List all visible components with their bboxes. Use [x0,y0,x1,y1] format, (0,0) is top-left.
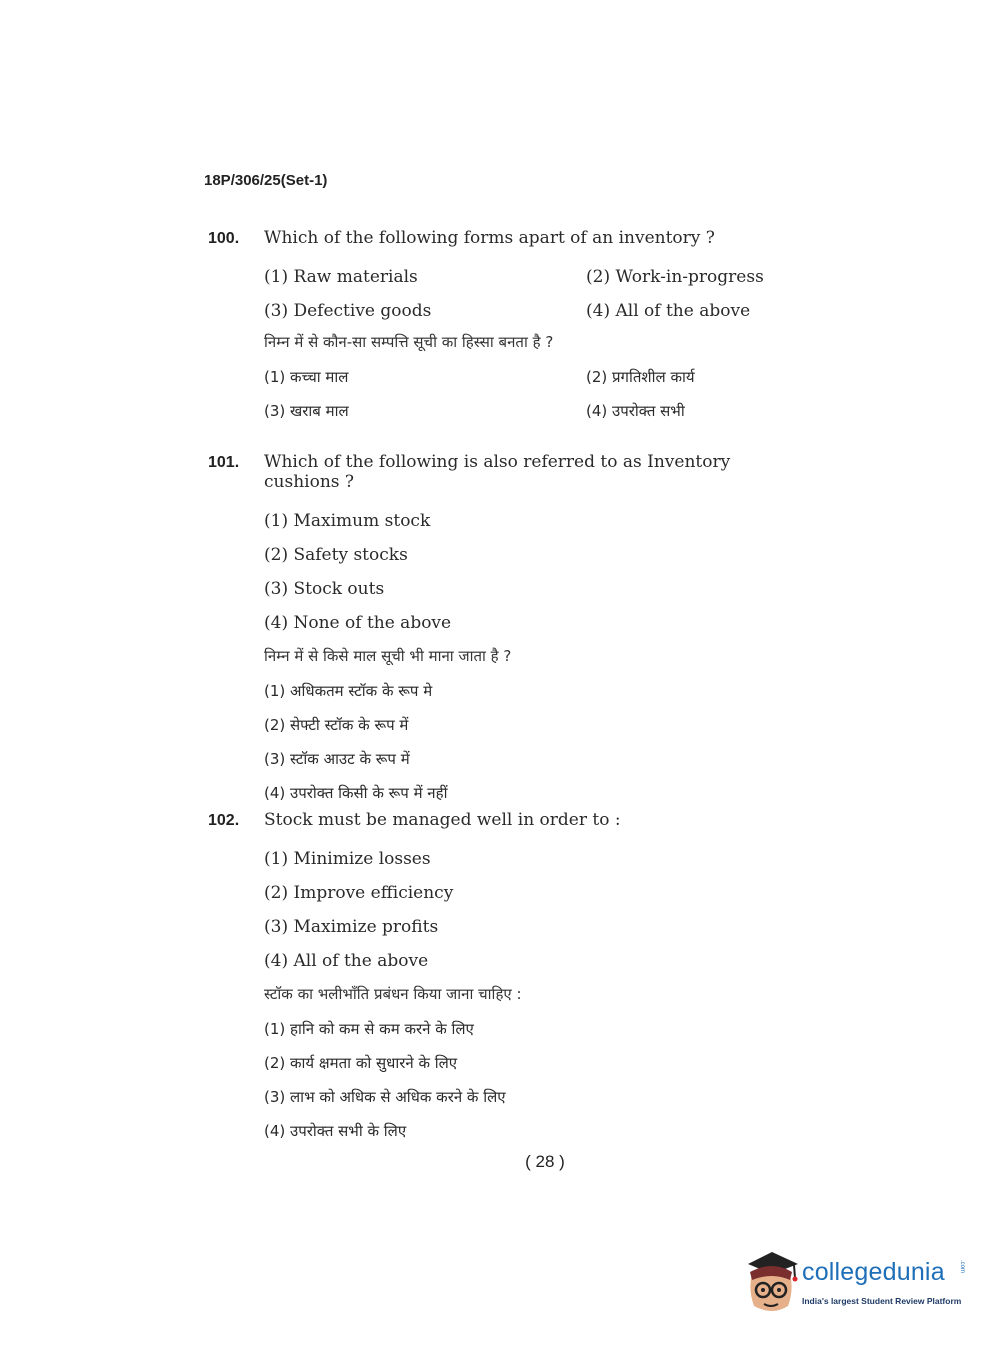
option-hi-3: (3) खराब माल [264,402,349,420]
option-en-4: (4) None of the above [264,613,452,633]
question-text-en: Which of the following forms apart of an inventory ? [264,228,715,248]
collegedunia-logo [742,1250,974,1320]
option-hi-4: (4) उपरोक्त किसी के रूप में नहीं [264,784,448,802]
option-en-3: (3) Maximize profits [264,917,439,937]
question-text-hi: निम्न में से किसे माल सूची भी माना जाता है ? [264,647,512,665]
option-hi-2: (2) कार्य क्षमता को सुधारने के लिए [264,1054,458,1072]
brand-tagline: India's largest Student Review Platform [802,1296,962,1306]
option-en-2: (2) Safety stocks [264,545,408,565]
option-hi-3: (3) लाभ को अधिक से अधिक करने के लिए [264,1088,506,1106]
option-hi-1: (1) हानि को कम से कम करने के लिए [264,1020,474,1038]
question-text-en: Which of the following is also referred to as Inventory cushions ? [264,452,731,492]
question-101 [208,452,808,810]
option-en-2: (2) Work-in-progress [586,267,764,287]
option-hi-1: (1) कच्चा माल [264,368,349,386]
option-hi-4: (4) उपरोक्त सभी के लिए [264,1122,407,1140]
question-number: 101. [208,454,240,471]
option-hi-2: (2) सेफ्टी स्टॉक के रूप में [264,716,409,734]
option-hi-3: (3) स्टॉक आउट के रूप में [264,750,410,768]
option-hi-1: (1) अधिकतम स्टॉक के रूप मे [264,682,433,700]
option-en-1: (1) Maximum stock [264,511,431,531]
option-en-4: (4) All of the above [586,301,751,321]
option-en-4: (4) All of the above [264,951,429,971]
page-number: ( 28 ) [525,1152,565,1171]
brand-domain-suffix: .com [959,1260,965,1274]
option-en-2: (2) Improve efficiency [264,883,454,903]
option-en-1: (1) Minimize losses [264,849,431,869]
paper-code: 18P/306/25(Set-1) [204,172,328,189]
graduate-mascot-icon [742,1250,800,1316]
option-en-3: (3) Stock outs [264,579,385,599]
option-hi-2: (2) प्रगतिशील कार्य [586,368,695,386]
option-hi-4: (4) उपरोक्त सभी [586,402,685,420]
question-text-hi: निम्न में से कौन-सा सम्पत्ति सूची का हिस्सा बनता है ? [264,333,554,351]
option-en-1: (1) Raw materials [264,267,418,287]
question-number: 102. [208,812,240,829]
question-text-hi: स्टॉक का भलीभाँति प्रबंधन किया जाना चाहिए : [264,985,522,1003]
question-102 [208,810,808,1148]
brand-name: collegedunia [802,1258,945,1286]
question-text-en: Stock must be managed well in order to : [264,810,621,830]
question-number: 100. [208,230,240,247]
option-en-3: (3) Defective goods [264,301,432,321]
question-100 [208,228,808,428]
